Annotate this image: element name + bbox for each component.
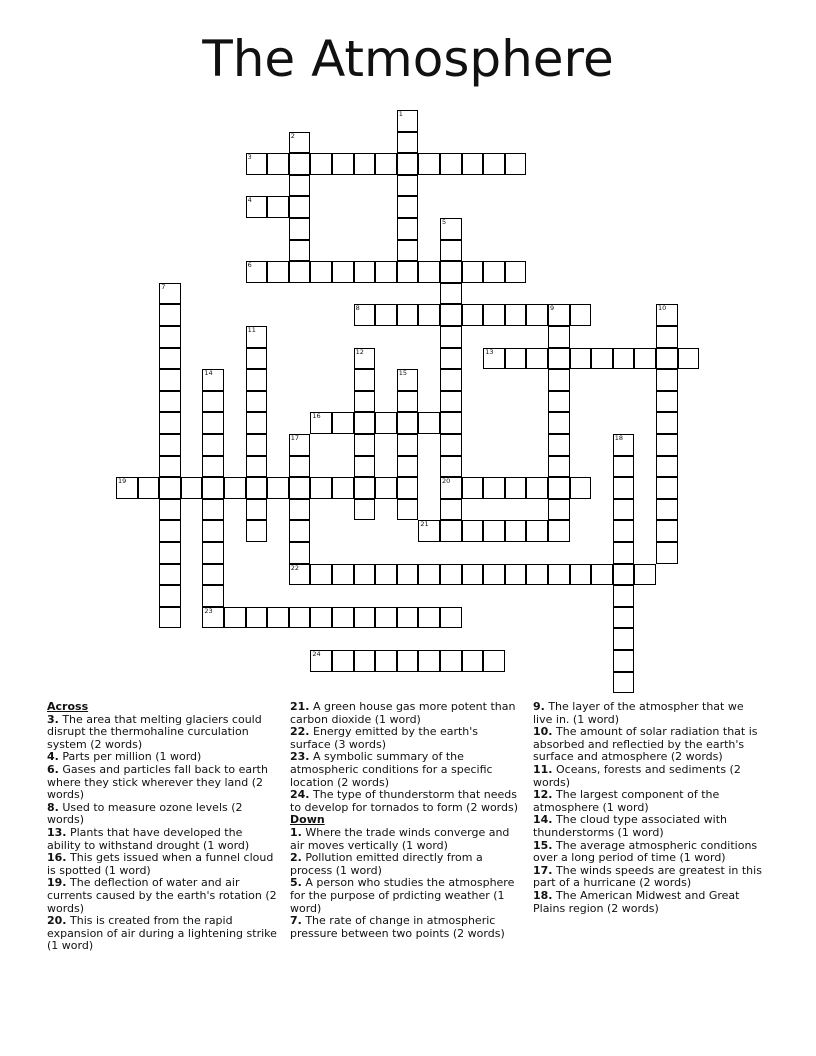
grid-cell[interactable] [418, 261, 440, 283]
grid-cell[interactable] [202, 456, 224, 478]
down-header: Down [290, 813, 325, 827]
grid-cell[interactable] [483, 650, 505, 672]
grid-cell[interactable] [397, 456, 419, 478]
cell-number: 14 [204, 369, 213, 378]
grid-cell[interactable] [289, 434, 311, 456]
grid-cell[interactable] [483, 477, 505, 499]
grid-cell[interactable] [462, 520, 484, 542]
grid-cell[interactable] [418, 412, 440, 434]
grid-cell[interactable] [634, 348, 656, 370]
grid-cell[interactable] [505, 520, 527, 542]
grid-cell[interactable] [418, 520, 440, 542]
grid-cell[interactable] [354, 564, 376, 586]
grid-cell[interactable] [354, 607, 376, 629]
grid-cell[interactable] [505, 304, 527, 326]
grid-cell[interactable] [289, 607, 311, 629]
grid-cell[interactable] [656, 520, 678, 542]
clue-across-13: 13. Plants that have developed the ability to withstand drought (1 word) [47, 825, 250, 852]
grid-cell[interactable] [267, 153, 289, 175]
grid-cell[interactable] [397, 175, 419, 197]
grid-cell[interactable] [397, 196, 419, 218]
clue-column-1 [47, 701, 279, 953]
grid-cell[interactable] [505, 564, 527, 586]
cell-number: 19 [118, 477, 127, 486]
grid-cell[interactable] [440, 456, 462, 478]
grid-cell[interactable] [159, 369, 181, 391]
grid-cell[interactable] [246, 391, 268, 413]
grid-cell[interactable] [310, 412, 332, 434]
clue-across-6: 6. Gases and particles fall back to earth where they stick wherever they land (2 words) [47, 762, 268, 802]
grid-cell[interactable] [202, 434, 224, 456]
grid-cell[interactable] [526, 564, 548, 586]
grid-cell[interactable] [526, 304, 548, 326]
grid-cell[interactable] [375, 607, 397, 629]
grid-cell[interactable] [548, 369, 570, 391]
grid-cell[interactable] [289, 153, 311, 175]
grid-cell[interactable] [159, 564, 181, 586]
grid-cell[interactable] [418, 650, 440, 672]
clue-across-3: 3. The area that melting glaciers could disrupt the thermohaline curculation system (2 words) [47, 712, 262, 751]
grid-cell[interactable] [354, 477, 376, 499]
grid-cell[interactable] [375, 261, 397, 283]
grid-cell[interactable] [267, 477, 289, 499]
grid-cell[interactable] [310, 261, 332, 283]
grid-cell[interactable] [613, 499, 635, 521]
grid-cell[interactable] [159, 412, 181, 434]
grid-cell[interactable] [289, 175, 311, 197]
cell-number: 5 [442, 218, 447, 226]
grid-cell[interactable] [181, 477, 203, 499]
grid-cell[interactable] [440, 412, 462, 434]
grid-cell[interactable] [202, 369, 224, 391]
grid-cell[interactable] [289, 564, 311, 586]
grid-cell[interactable] [202, 564, 224, 586]
grid-cell[interactable] [332, 564, 354, 586]
grid-cell[interactable] [202, 607, 224, 629]
grid-cell[interactable] [397, 412, 419, 434]
grid-cell[interactable] [375, 650, 397, 672]
grid-cell[interactable] [289, 261, 311, 283]
grid-cell[interactable] [289, 499, 311, 521]
cell-number: 20 [442, 477, 451, 486]
grid-cell[interactable] [678, 348, 700, 370]
grid-cell[interactable] [570, 477, 592, 499]
clue-across-23: 23. A symbolic summary of the atmospheric conditions for a specific location (2 words) [290, 750, 493, 789]
cell-number: 4 [247, 196, 252, 205]
grid-cell[interactable] [289, 240, 311, 262]
grid-cell[interactable] [656, 369, 678, 391]
grid-cell[interactable] [202, 542, 224, 564]
cell-number: 15 [398, 369, 408, 378]
grid-cell[interactable] [138, 477, 160, 499]
grid-cell[interactable] [332, 607, 354, 629]
grid-cell[interactable] [656, 304, 678, 326]
grid-cell[interactable] [354, 434, 376, 456]
grid-cell[interactable] [397, 607, 419, 629]
cell-number: 1 [398, 110, 403, 118]
cell-number: 10 [658, 304, 667, 313]
grid-cell[interactable] [656, 326, 678, 348]
clue-down-14: 14. The cloud type associated with thunderstorms (1 word) [533, 813, 727, 839]
grid-cell[interactable] [397, 261, 419, 283]
clue-down-17: 17. The winds speeds are greatest in this part of a hurricane (2 words) [533, 863, 762, 890]
grid-cell[interactable] [354, 153, 376, 175]
grid-cell[interactable] [656, 499, 678, 521]
clue-across-8: 8. Used to measure ozone levels (2 words) [47, 800, 243, 827]
grid-cell[interactable] [440, 607, 462, 629]
grid-cell[interactable] [505, 261, 527, 283]
cell-number: 8 [355, 304, 360, 313]
grid-cell[interactable] [613, 585, 635, 607]
grid-cell[interactable] [613, 434, 635, 456]
grid-cell[interactable] [613, 456, 635, 478]
grid-cell[interactable] [526, 520, 548, 542]
grid-cell[interactable] [332, 650, 354, 672]
grid-cell[interactable] [310, 564, 332, 586]
grid-cell[interactable] [462, 477, 484, 499]
grid-cell[interactable] [397, 369, 419, 391]
grid-cell[interactable] [440, 520, 462, 542]
grid-cell[interactable] [548, 456, 570, 478]
clue-across-16: 16. This gets issued when a funnel cloud is spotted (1 word) [47, 851, 274, 877]
grid-cell[interactable] [246, 153, 268, 175]
grid-cell[interactable] [397, 132, 419, 154]
grid-cell[interactable] [375, 477, 397, 499]
clue-down-11: 11. Oceans, forests and sediments (2 words) [533, 762, 741, 789]
grid-cell[interactable] [548, 477, 570, 499]
grid-cell[interactable] [397, 434, 419, 456]
grid-cell[interactable] [354, 304, 376, 326]
grid-cell[interactable] [613, 607, 635, 629]
grid-cell[interactable] [462, 564, 484, 586]
grid-cell[interactable] [397, 240, 419, 262]
grid-cell[interactable] [440, 326, 462, 348]
grid-cell[interactable] [159, 348, 181, 370]
cell-number: 13 [485, 347, 494, 356]
grid-cell[interactable] [440, 650, 462, 672]
grid-cell[interactable] [613, 520, 635, 542]
grid-cell[interactable] [570, 564, 592, 586]
clue-across-21: 21. A green house gas more potent than carbon dioxide (1 word) [290, 700, 516, 726]
grid-cell[interactable] [375, 564, 397, 586]
grid-cell[interactable] [397, 391, 419, 413]
grid-cell[interactable] [310, 153, 332, 175]
grid-cell[interactable] [202, 391, 224, 413]
grid-cell[interactable] [462, 650, 484, 672]
grid-cell[interactable] [224, 607, 246, 629]
grid-cell[interactable] [159, 456, 181, 478]
grid-cell[interactable] [440, 564, 462, 586]
grid-cell[interactable] [440, 391, 462, 413]
grid-cell[interactable] [289, 542, 311, 564]
grid-cell[interactable] [159, 585, 181, 607]
clue-across-19: 19. The deflection of water and air currents caused by the earth's rotation (2 words) [47, 876, 277, 915]
grid-cell[interactable] [613, 672, 635, 694]
grid-cell[interactable] [483, 261, 505, 283]
grid-cell[interactable] [159, 304, 181, 326]
grid-cell[interactable] [440, 240, 462, 262]
cell-number: 12 [355, 347, 364, 356]
grid-cell[interactable] [418, 607, 440, 629]
grid-cell[interactable] [246, 412, 268, 434]
grid-cell[interactable] [289, 218, 311, 240]
clue-down-9: 9. The layer of the atmospher that we live in. (1 word) [533, 700, 744, 726]
grid-cell[interactable] [159, 283, 181, 305]
grid-cell[interactable] [656, 434, 678, 456]
grid-cell[interactable] [548, 412, 570, 434]
grid-cell[interactable] [289, 132, 311, 154]
grid-cell[interactable] [246, 196, 268, 218]
grid-cell[interactable] [548, 326, 570, 348]
grid-cell[interactable] [548, 391, 570, 413]
clue-down-1: 1. Where the trade winds converge and air moves vertically (1 word) [290, 825, 510, 852]
grid-cell[interactable] [332, 153, 354, 175]
grid-cell[interactable] [332, 477, 354, 499]
cell-number: 6 [247, 261, 252, 270]
grid-cell[interactable] [548, 499, 570, 521]
grid-cell[interactable] [289, 196, 311, 218]
grid-cell[interactable] [202, 412, 224, 434]
grid-cell[interactable] [462, 261, 484, 283]
grid-cell[interactable] [332, 412, 354, 434]
grid-cell[interactable] [246, 607, 268, 629]
grid-cell[interactable] [505, 477, 527, 499]
clue-across-24: 24. The type of thunderstorm that needs to develop for tornados to form (2 words) [290, 788, 519, 814]
grid-cell[interactable] [246, 326, 268, 348]
grid-cell[interactable] [354, 391, 376, 413]
grid-cell[interactable] [354, 412, 376, 434]
grid-cell[interactable] [440, 434, 462, 456]
grid-cell[interactable] [548, 348, 570, 370]
cell-number: 16 [312, 412, 321, 421]
grid-cell[interactable] [440, 283, 462, 305]
grid-cell[interactable] [440, 261, 462, 283]
grid-cell[interactable] [613, 477, 635, 499]
grid-cell[interactable] [505, 348, 527, 370]
grid-cell[interactable] [397, 110, 419, 132]
grid-cell[interactable] [656, 542, 678, 564]
grid-cell[interactable] [440, 499, 462, 521]
grid-cell[interactable] [505, 153, 527, 175]
grid-cell[interactable] [310, 607, 332, 629]
grid-cell[interactable] [267, 196, 289, 218]
clue-across-20: 20. This is created from the rapid expansion of air during a lightening strike (1 word) [47, 914, 277, 953]
clue-column-3 [533, 701, 765, 915]
grid-cell[interactable] [440, 218, 462, 240]
grid-cell[interactable] [289, 456, 311, 478]
grid-cell[interactable] [246, 499, 268, 521]
grid-cell[interactable] [246, 477, 268, 499]
grid-cell[interactable] [289, 520, 311, 542]
grid-cell[interactable] [159, 542, 181, 564]
grid-cell[interactable] [375, 412, 397, 434]
grid-cell[interactable] [462, 304, 484, 326]
grid-cell[interactable] [354, 499, 376, 521]
grid-cell[interactable] [354, 369, 376, 391]
grid-cell[interactable] [397, 499, 419, 521]
grid-cell[interactable] [246, 434, 268, 456]
grid-cell[interactable] [159, 391, 181, 413]
grid-cell[interactable] [570, 348, 592, 370]
grid-cell[interactable] [526, 477, 548, 499]
grid-cell[interactable] [656, 412, 678, 434]
grid-cell[interactable] [267, 261, 289, 283]
grid-cell[interactable] [656, 348, 678, 370]
cell-number: 18 [614, 434, 624, 442]
grid-cell[interactable] [656, 477, 678, 499]
grid-cell[interactable] [354, 456, 376, 478]
cell-number: 17 [290, 434, 300, 442]
across-header: Across [47, 700, 89, 713]
grid-cell[interactable] [246, 261, 268, 283]
grid-cell[interactable] [397, 477, 419, 499]
grid-cell[interactable] [202, 499, 224, 521]
grid-cell[interactable] [483, 348, 505, 370]
grid-cell[interactable] [310, 650, 332, 672]
grid-cell[interactable] [440, 477, 462, 499]
grid-cell[interactable] [440, 304, 462, 326]
grid-cell[interactable] [526, 348, 548, 370]
grid-cell[interactable] [354, 261, 376, 283]
grid-cell[interactable] [202, 477, 224, 499]
grid-cell[interactable] [656, 391, 678, 413]
grid-cell[interactable] [397, 564, 419, 586]
grid-cell[interactable] [246, 520, 268, 542]
grid-cell[interactable] [246, 456, 268, 478]
clue-down-2: 2. Pollution emitted directly from a process (1 word) [290, 851, 483, 877]
puzzle-title: The Atmosphere [202, 30, 614, 88]
grid-cell[interactable] [613, 628, 635, 650]
clue-down-18: 18. The American Midwest and Great Plains region (2 words) [533, 888, 740, 915]
grid-cell[interactable] [375, 153, 397, 175]
grid-cell[interactable] [354, 348, 376, 370]
grid-cell[interactable] [548, 564, 570, 586]
grid-cell[interactable] [613, 650, 635, 672]
cell-number: 7 [161, 282, 166, 291]
grid-cell[interactable] [354, 650, 376, 672]
clue-down-12: 12. The largest component of the atmosphere (1 word) [533, 788, 720, 814]
grid-cell[interactable] [483, 304, 505, 326]
grid-cell[interactable] [548, 520, 570, 542]
grid-cell[interactable] [418, 304, 440, 326]
grid-cell[interactable] [548, 434, 570, 456]
grid-cell[interactable] [202, 520, 224, 542]
grid-cell[interactable] [397, 304, 419, 326]
grid-cell[interactable] [332, 261, 354, 283]
grid-cell[interactable] [246, 369, 268, 391]
grid-cell[interactable] [375, 304, 397, 326]
grid-cell[interactable] [397, 218, 419, 240]
grid-cell[interactable] [224, 477, 246, 499]
grid-cell[interactable] [397, 650, 419, 672]
grid-cell[interactable] [570, 304, 592, 326]
clue-down-15: 15. The average atmospheric conditions over a long period of time (1 word) [533, 838, 758, 865]
grid-cell[interactable] [159, 434, 181, 456]
grid-cell[interactable] [159, 499, 181, 521]
grid-cell[interactable] [483, 564, 505, 586]
grid-cell[interactable] [483, 153, 505, 175]
grid-cell[interactable] [440, 348, 462, 370]
grid-cell[interactable] [116, 477, 138, 499]
grid-cell[interactable] [548, 304, 570, 326]
grid-cell[interactable] [202, 585, 224, 607]
grid-cell[interactable] [310, 477, 332, 499]
grid-cell[interactable] [462, 153, 484, 175]
grid-cell[interactable] [613, 348, 635, 370]
cell-number: 11 [247, 326, 256, 334]
grid-cell[interactable] [289, 477, 311, 499]
grid-cell[interactable] [159, 607, 181, 629]
cell-number: 24 [312, 650, 321, 658]
grid-cell[interactable] [159, 520, 181, 542]
grid-cell[interactable] [397, 153, 419, 175]
grid-cell[interactable] [613, 564, 635, 586]
grid-cell[interactable] [591, 348, 613, 370]
grid-cell[interactable] [591, 564, 613, 586]
grid-cell[interactable] [418, 564, 440, 586]
grid-cell[interactable] [418, 153, 440, 175]
grid-cell[interactable] [159, 326, 181, 348]
grid-cell[interactable] [440, 369, 462, 391]
cell-number: 9 [550, 304, 555, 313]
cell-number: 3 [247, 153, 252, 162]
grid-cell[interactable] [246, 348, 268, 370]
clue-down-7: 7. The rate of change in atmospheric pressure between two points (2 words) [290, 914, 505, 940]
grid-cell[interactable] [656, 456, 678, 478]
clue-column-2 [290, 701, 522, 940]
grid-cell[interactable] [613, 542, 635, 564]
grid-cell[interactable] [267, 607, 289, 629]
cell-number: 2 [290, 131, 295, 140]
clue-down-10: 10. The amount of solar radiation that is absorbed and reflectied by the earth's surface and atmosphere (2 words) [533, 725, 758, 764]
clue-across-4: 4. Parts per million (1 word) [47, 750, 202, 764]
grid-cell[interactable] [634, 564, 656, 586]
cell-number: 22 [290, 563, 300, 572]
grid-cell[interactable] [483, 520, 505, 542]
cell-number: 23 [204, 606, 213, 615]
grid-cell[interactable] [440, 153, 462, 175]
cell-number: 21 [420, 520, 429, 529]
grid-cell[interactable] [159, 477, 181, 499]
clue-across-22: 22. Energy emitted by the earth's surface (3 words) [290, 725, 479, 751]
clue-down-5: 5. A person who studies the atmosphere for the purpose of prdicting weather (1 word) [290, 876, 515, 915]
